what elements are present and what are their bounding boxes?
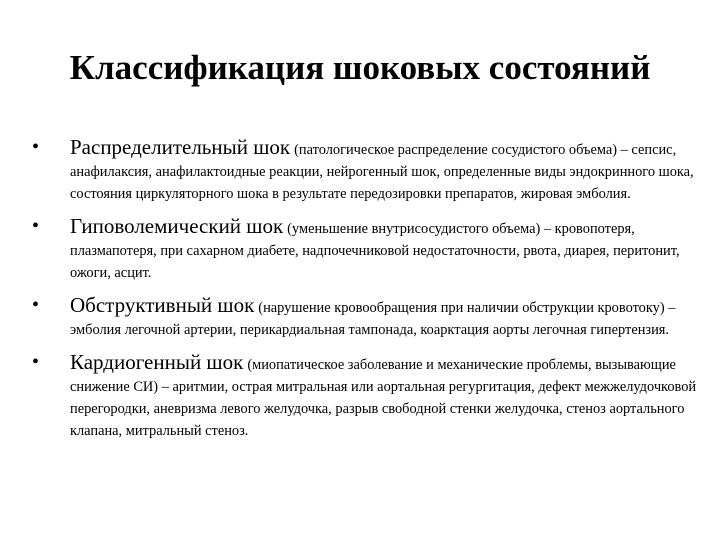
bullet-heading: Гиповолемический шок — [70, 214, 284, 238]
bullet-item-obstructive-shock — [30, 291, 700, 341]
bullet-description: (уменьшение внутрисосудистого объема) – кровопотеря, плазмапотеря, при сахарном диабете, надпочечниковой недостаточности, рвота, диарея, перитонит, ожоги, асцит. — [70, 221, 680, 281]
bullet-icon: • — [32, 351, 40, 373]
bullet-description: (патологическое распределение сосудистого объема) – сепсис, анафилаксия, анафилактоидные реакции, нейрогенный шок, определенные виды эндокринного шока, состояния циркуляторного шока в результате передозировки препаратов, жировая эмболия. — [70, 142, 694, 202]
bullet-list — [30, 133, 700, 449]
bullet-description: (нарушение кровообращения при наличии обструкции кровотоку) – эмболия легочной артерии, перикардиальная тампонада, коарктация аорты легочная гипертензия. — [70, 300, 676, 338]
bullet-icon: • — [32, 136, 40, 158]
bullet-item-cardiogenic-shock — [30, 348, 700, 442]
bullet-heading: Кардиогенный шок — [70, 350, 244, 374]
bullet-icon: • — [32, 215, 40, 237]
bullet-item-distributive-shock — [30, 133, 700, 205]
bullet-description: (миопатическое заболевание и механические проблемы, вызывающие снижение СИ) – аритмии, острая митральная или аортальная регургитация, дефект межжелудочковой перегородки, аневризма левого желудочка, разрыв свободной стенки желудочка, стеноз аортального клапана, митральный стеноз. — [70, 357, 697, 439]
bullet-item-hypovolemic-shock — [30, 212, 700, 284]
bullet-heading: Обструктивный шок — [70, 293, 255, 317]
bullet-icon: • — [32, 294, 40, 316]
bullet-heading: Распределительный шок — [70, 135, 291, 159]
slide-title: Классификация шоковых состояний — [69, 48, 651, 87]
